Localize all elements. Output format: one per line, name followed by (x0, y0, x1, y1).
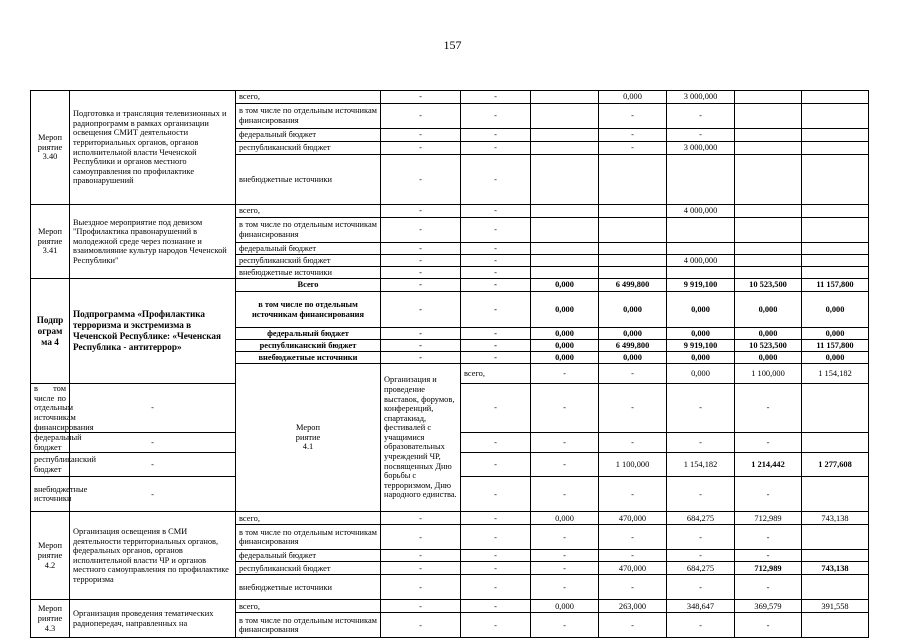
amount-cell: - (381, 218, 461, 243)
amount-cell: - (599, 613, 667, 638)
amount-cell: - (461, 340, 531, 352)
measure-code: Мероп риятие 3.40 (31, 91, 70, 205)
funding-source: в том числе по отдельным источникам финансирования (31, 384, 70, 433)
funding-source: федеральный бюджет (31, 433, 70, 453)
amount-cell: - (531, 575, 599, 600)
amount-cell (667, 155, 735, 205)
amount-cell: - (531, 550, 599, 562)
amount-cell: - (70, 477, 236, 512)
funding-source: республиканский бюджет (236, 562, 381, 575)
amount-cell: - (735, 613, 802, 638)
funding-source: республиканский бюджет (236, 340, 381, 352)
amount-cell (599, 255, 667, 267)
amount-cell: 0,000 (531, 328, 599, 340)
amount-cell: - (381, 243, 461, 255)
amount-cell: - (599, 129, 667, 142)
measure-code: Мероп риятие 4.2 (31, 512, 70, 600)
amount-cell: 0,000 (735, 328, 802, 340)
funding-source: федеральный бюджет (236, 550, 381, 562)
amount-cell: - (461, 91, 531, 104)
amount-cell: - (381, 525, 461, 550)
amount-cell: 1 154,182 (802, 364, 869, 384)
funding-source: республиканский бюджет (236, 142, 381, 155)
amount-cell: - (381, 142, 461, 155)
amount-cell (599, 267, 667, 279)
table-row (31, 600, 869, 613)
amount-cell: - (70, 433, 236, 453)
amount-cell: - (599, 384, 667, 433)
amount-cell: - (599, 104, 667, 129)
funding-source: всего, (461, 364, 531, 384)
funding-source: внебюджетные источники (236, 352, 381, 364)
measure-description: Подготовка и трансляция телевизионных и радиопрограмм в рамках организации освещения СМИТ деятельности территориальных органов, органов исполнительной власти Чеченской Республики и органов местного самоуправления по профилактике правонарушений (70, 91, 236, 205)
amount-cell (735, 255, 802, 267)
amount-cell: - (461, 142, 531, 155)
table-row (31, 91, 869, 104)
measure-description: Выездное мероприятие под девизом "Профилактика правонарушений в молодежной среде через познание и взаимовлияние культур народов Чеченской Республики" (70, 205, 236, 279)
funding-source: федеральный бюджет (236, 243, 381, 255)
amount-cell (599, 218, 667, 243)
amount-cell (802, 267, 869, 279)
amount-cell (802, 613, 869, 638)
amount-cell: 684,275 (667, 512, 735, 525)
amount-cell: 743,138 (802, 562, 869, 575)
amount-cell (802, 91, 869, 104)
amount-cell: 9 919,100 (667, 340, 735, 352)
funding-source: в том числе по отдельным источникам финансирования (236, 104, 381, 129)
amount-cell: - (531, 562, 599, 575)
funding-source: всего, (236, 512, 381, 525)
amount-cell: - (531, 384, 599, 433)
amount-cell: - (735, 477, 802, 512)
amount-cell: 0,000 (531, 279, 599, 292)
measure-description: Организация и проведение выставок, форумов, конференций, спартакиад, фестивалей с учащимися образовательных учреждений ЧР, посвященных Дню борьбы с терроризмом, Дню народного единства. (381, 364, 461, 512)
funding-source: всего, (236, 205, 381, 218)
amount-cell: 0,000 (802, 328, 869, 340)
amount-cell: 4 000,000 (667, 205, 735, 218)
amount-cell: - (531, 613, 599, 638)
funding-source: всего, (236, 91, 381, 104)
amount-cell: 6 499,800 (599, 340, 667, 352)
amount-cell: - (667, 575, 735, 600)
amount-cell: 0,000 (667, 352, 735, 364)
amount-cell: - (461, 525, 531, 550)
amount-cell: 1 154,182 (667, 453, 735, 477)
amount-cell: - (381, 255, 461, 267)
amount-cell: 1 277,608 (802, 453, 869, 477)
amount-cell: - (531, 453, 599, 477)
amount-cell: 263,000 (599, 600, 667, 613)
amount-cell: 0,000 (735, 352, 802, 364)
amount-cell: 0,000 (531, 340, 599, 352)
amount-cell (599, 155, 667, 205)
page-number: 157 (443, 38, 462, 52)
amount-cell: - (667, 129, 735, 142)
measure-code: Мероп риятие 3.41 (31, 205, 70, 279)
amount-cell (599, 205, 667, 218)
amount-cell (735, 155, 802, 205)
funding-source: внебюджетные источники (236, 267, 381, 279)
table-row (31, 512, 869, 525)
amount-cell: - (381, 600, 461, 613)
amount-cell: - (461, 328, 531, 340)
amount-cell: - (667, 477, 735, 512)
amount-cell: - (461, 550, 531, 562)
funding-source: федеральный бюджет (236, 328, 381, 340)
amount-cell: 0,000 (667, 364, 735, 384)
funding-source: федеральный бюджет (236, 129, 381, 142)
amount-cell (735, 205, 802, 218)
amount-cell: 0,000 (531, 352, 599, 364)
amount-cell (735, 129, 802, 142)
table-row (31, 205, 869, 218)
amount-cell (735, 218, 802, 243)
amount-cell (802, 384, 869, 433)
amount-cell: - (461, 562, 531, 575)
amount-cell (531, 267, 599, 279)
amount-cell: - (381, 205, 461, 218)
amount-cell: - (381, 279, 461, 292)
amount-cell: 470,000 (599, 512, 667, 525)
amount-cell: - (381, 562, 461, 575)
amount-cell: 0,000 (599, 352, 667, 364)
amount-cell (531, 243, 599, 255)
amount-cell: - (461, 267, 531, 279)
amount-cell: 743,138 (802, 512, 869, 525)
amount-cell: - (667, 550, 735, 562)
amount-cell: - (381, 613, 461, 638)
amount-cell (802, 129, 869, 142)
amount-cell: - (381, 91, 461, 104)
amount-cell: 0,000 (531, 600, 599, 613)
amount-cell: 11 157,800 (802, 340, 869, 352)
amount-cell: - (461, 433, 531, 453)
amount-cell: 6 499,800 (599, 279, 667, 292)
amount-cell: 0,000 (667, 292, 735, 328)
amount-cell: 0,000 (599, 91, 667, 104)
amount-cell (735, 267, 802, 279)
amount-cell: - (531, 433, 599, 453)
amount-cell: - (461, 129, 531, 142)
amount-cell: - (381, 155, 461, 205)
amount-cell: - (461, 255, 531, 267)
funding-source: в том числе по отдельным источникам финансирования (236, 525, 381, 550)
amount-cell (531, 218, 599, 243)
amount-cell: 369,579 (735, 600, 802, 613)
amount-cell: 0,000 (802, 352, 869, 364)
amount-cell: - (461, 477, 531, 512)
amount-cell: 391,558 (802, 600, 869, 613)
amount-cell: - (381, 512, 461, 525)
amount-cell (599, 243, 667, 255)
amount-cell: - (381, 267, 461, 279)
amount-cell (531, 91, 599, 104)
amount-cell: 1 100,000 (735, 364, 802, 384)
amount-cell (802, 243, 869, 255)
amount-cell: - (381, 352, 461, 364)
amount-cell (531, 129, 599, 142)
measure-code: Подпр ограм ма 4 (31, 279, 70, 384)
amount-cell: - (461, 104, 531, 129)
amount-cell: 4 000,000 (667, 255, 735, 267)
amount-cell: 0,000 (531, 512, 599, 525)
amount-cell: - (735, 525, 802, 550)
funding-source: всего, (236, 600, 381, 613)
amount-cell: 10 523,500 (735, 340, 802, 352)
amount-cell: - (531, 364, 599, 384)
amount-cell: - (381, 129, 461, 142)
amount-cell: - (70, 384, 236, 433)
funding-source: в том числе по отдельным источникам финансирования (236, 218, 381, 243)
amount-cell (802, 155, 869, 205)
amount-cell: - (599, 550, 667, 562)
funding-source: в том числе по отдельным источникам финансирования (236, 613, 381, 638)
amount-cell (802, 142, 869, 155)
amount-cell (735, 91, 802, 104)
amount-cell (802, 550, 869, 562)
amount-cell: 10 523,500 (735, 279, 802, 292)
funding-source: внебюджетные источники (236, 575, 381, 600)
amount-cell (667, 218, 735, 243)
amount-cell: - (461, 205, 531, 218)
amount-cell: - (667, 104, 735, 129)
amount-cell: - (667, 613, 735, 638)
amount-cell: 684,275 (667, 562, 735, 575)
amount-cell (802, 525, 869, 550)
funding-source: внебюджетные источники (31, 477, 70, 512)
measure-description: Организация освещения в СМИ деятельности территориальных органов, федеральных органов, органов исполнительной власти ЧР и органов местного самоуправления по профилактике терроризма (70, 512, 236, 600)
amount-cell: 470,000 (599, 562, 667, 575)
amount-cell: - (735, 550, 802, 562)
amount-cell: - (461, 279, 531, 292)
amount-cell: 3 000,000 (667, 142, 735, 155)
measure-code: Мероп риятие 4.1 (236, 364, 381, 512)
amount-cell: - (381, 575, 461, 600)
amount-cell (735, 142, 802, 155)
amount-cell: - (461, 218, 531, 243)
funding-source: Всего (236, 279, 381, 292)
amount-cell (735, 104, 802, 129)
amount-cell (802, 477, 869, 512)
amount-cell: - (735, 433, 802, 453)
amount-cell: 0,000 (735, 292, 802, 328)
amount-cell: - (461, 613, 531, 638)
amount-cell: - (735, 575, 802, 600)
amount-cell (667, 267, 735, 279)
table-row (31, 279, 869, 292)
amount-cell: 3 000,000 (667, 91, 735, 104)
amount-cell: - (599, 525, 667, 550)
amount-cell: - (461, 292, 531, 328)
amount-cell: 9 919,100 (667, 279, 735, 292)
measure-description: Организация проведения тематических радиопередач, направленных на (70, 600, 236, 638)
amount-cell: 0,000 (599, 292, 667, 328)
amount-cell: 0,000 (531, 292, 599, 328)
amount-cell (531, 142, 599, 155)
amount-cell: - (667, 384, 735, 433)
amount-cell: - (667, 525, 735, 550)
amount-cell: 11 157,800 (802, 279, 869, 292)
amount-cell: - (461, 384, 531, 433)
amount-cell (735, 243, 802, 255)
amount-cell: - (531, 477, 599, 512)
amount-cell: 1 100,000 (599, 453, 667, 477)
measure-description: Подпрограмма «Профилактика терроризма и экстремизма в Чеченской Республике: «Чеченская Республика - антитеррор» (70, 279, 236, 384)
amount-cell: 0,000 (599, 328, 667, 340)
amount-cell (802, 255, 869, 267)
amount-cell (802, 433, 869, 453)
table-body (31, 91, 869, 638)
amount-cell: - (531, 525, 599, 550)
amount-cell (802, 205, 869, 218)
amount-cell: - (461, 155, 531, 205)
amount-cell: - (461, 243, 531, 255)
amount-cell (531, 205, 599, 218)
amount-cell: - (70, 453, 236, 477)
amount-cell: 1 214,442 (735, 453, 802, 477)
amount-cell: - (461, 600, 531, 613)
funding-source: республиканский бюджет (236, 255, 381, 267)
amount-cell: 0,000 (667, 328, 735, 340)
amount-cell: - (381, 328, 461, 340)
amount-cell: - (381, 340, 461, 352)
amount-cell (531, 155, 599, 205)
amount-cell: - (599, 477, 667, 512)
budget-table (30, 90, 869, 638)
amount-cell: - (735, 384, 802, 433)
amount-cell (531, 255, 599, 267)
amount-cell: - (461, 575, 531, 600)
amount-cell (667, 243, 735, 255)
funding-source: республиканский бюджет (31, 453, 70, 477)
amount-cell: - (381, 550, 461, 562)
funding-source: в том числе по отдельным источникам финансирования (236, 292, 381, 328)
amount-cell: - (599, 142, 667, 155)
amount-cell (802, 218, 869, 243)
amount-cell (802, 575, 869, 600)
amount-cell: - (599, 575, 667, 600)
amount-cell: 348,647 (667, 600, 735, 613)
measure-code: Мероп риятие 4.3 (31, 600, 70, 638)
amount-cell: - (599, 433, 667, 453)
amount-cell: - (381, 104, 461, 129)
amount-cell: - (461, 352, 531, 364)
amount-cell: - (667, 433, 735, 453)
amount-cell: 712,989 (735, 512, 802, 525)
funding-source: внебюджетные источники (236, 155, 381, 205)
amount-cell: - (461, 512, 531, 525)
amount-cell: - (381, 292, 461, 328)
amount-cell (531, 104, 599, 129)
amount-cell: - (461, 453, 531, 477)
amount-cell: 0,000 (802, 292, 869, 328)
amount-cell (802, 104, 869, 129)
amount-cell: 712,989 (735, 562, 802, 575)
amount-cell: - (599, 364, 667, 384)
